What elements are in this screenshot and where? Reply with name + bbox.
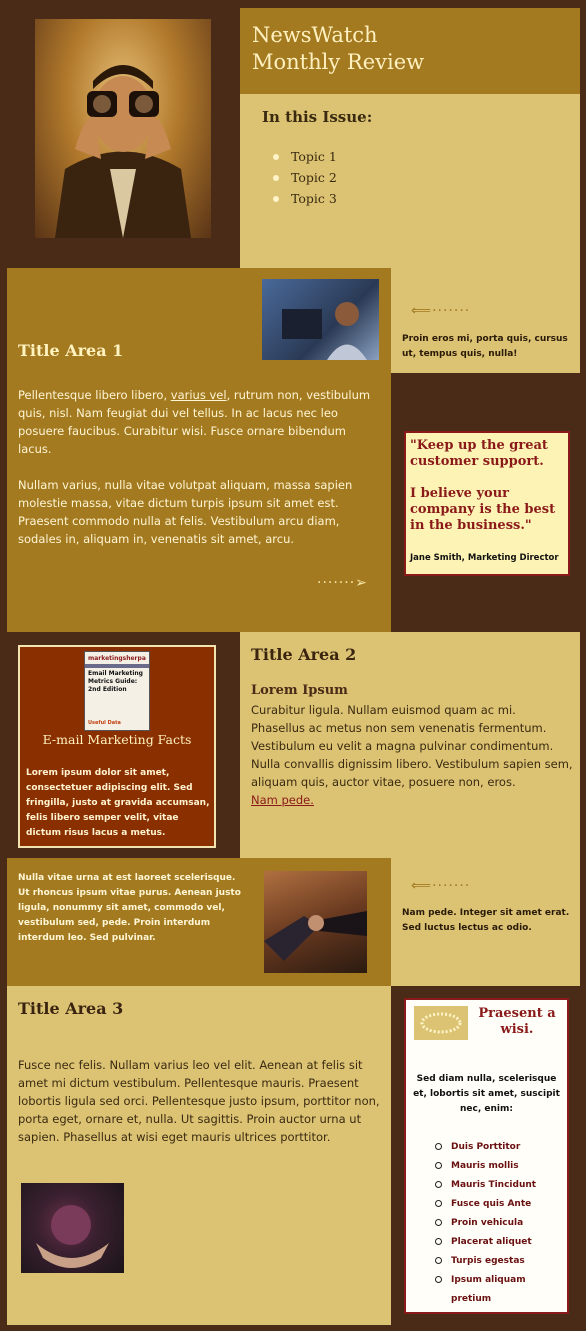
- testimonial-quote-1: "Keep up the great customer support.: [410, 438, 548, 469]
- back-arrow-icon-2[interactable]: ⟸·······: [411, 878, 471, 894]
- area-2-text: Curabitur ligula. Nullam euismod quam ac mi. Phasellus ac metus non sem venenatis fermentum. Vestibulum eu velit a magna pulvinar condimentum. Nulla convallis dignissim libero. Vestibulum sapien sem, aliquam quis, auctor vitae, posuere non, eros.: [251, 703, 573, 789]
- feature-band-text: Nulla vitae urna at est laoreet scelerisque. Ut rhoncus ipsum vitae purus. Aenean justo ligula, nonummy sit amet, commodo vel, vestibulum sed, pede. Proin interdum interdum leo. Sed pulvinar.: [18, 873, 241, 943]
- promo-item-7[interactable]: Turpis egestas: [435, 1252, 567, 1271]
- person-at-computer-image: [262, 279, 379, 360]
- topic-item-3[interactable]: Topic 3: [273, 188, 337, 209]
- back-arrow-icon[interactable]: ⟸·······: [411, 303, 471, 319]
- area-2-subtitle: Lorem Ipsum: [251, 683, 348, 698]
- sidebar-note-1-text: Proin eros mi, porta quis, cursus ut, tempus quis, nulla!: [402, 334, 568, 359]
- area-2-title: Title Area 2: [251, 645, 357, 664]
- area-1-paragraph-1: [18, 386, 382, 458]
- header-photo: [35, 19, 211, 238]
- sidebar-note-1: [391, 268, 580, 373]
- promo-item-1[interactable]: Duis Porttitor: [435, 1138, 567, 1157]
- facts-title: E-mail Marketing Facts: [42, 732, 192, 747]
- newsletter-title-line1: NewsWatch: [252, 23, 378, 47]
- title-area-3-section: [7, 986, 391, 1325]
- promo-title: Praesent a wisi.: [478, 1006, 556, 1037]
- sidebar-note-2: [391, 858, 580, 986]
- title-area-1-section: [7, 268, 391, 632]
- sidebar-note-2-text: Nam pede. Integer sit amet erat. Sed luctus lectus ac odio.: [402, 908, 570, 933]
- newsletter-title-line2: Monthly Review: [252, 50, 425, 74]
- book-title: Email Marketing Metrics Guide: 2nd Edition: [88, 670, 143, 693]
- varius-vel-link[interactable]: varius vel: [170, 388, 227, 402]
- book-brand: marketingsherpa: [88, 655, 146, 662]
- promo-item-3[interactable]: Mauris Tincidunt: [435, 1176, 567, 1195]
- testimonial-quote-2: I believe your company is the best in the business.": [410, 486, 556, 533]
- man-with-binoculars-image: [35, 19, 211, 238]
- topic-item-1[interactable]: Topic 1: [273, 146, 337, 167]
- area-1-paragraph-2: Nullam varius, nulla vitae volutpat aliquam, massa sapien molestie massa, vitae dictum turpis ipsum sit amet est. Praesent commodo nulla at felis. Vestibulum arcu diam, sodales in, aliquam in, venenatis sit amet, arcu.: [18, 478, 353, 546]
- nam-pede-link[interactable]: Nam pede.: [251, 793, 314, 807]
- promo-list: [435, 1138, 567, 1309]
- area-3-text: Fusce nec felis. Nullam varius leo vel elit. Aenean at felis sit amet mi dictum vestibulum. Pellentesque mauris. Praesent lobortis ligula sed orci. Pellentesque justo ipsum, porttitor non, porta eget, ornare et, nulla. Ut sagittis. Proin auctor urna ut sapien. Phasellus at wisi eget mauris ultrices porttitor.: [18, 1058, 380, 1144]
- globe-in-hands-image: [21, 1183, 124, 1273]
- header-title-panel: [240, 8, 580, 94]
- promo-box: [404, 998, 569, 1314]
- next-arrow-icon[interactable]: ·······➢: [317, 575, 368, 591]
- promo-item-5[interactable]: Proin vehicula: [435, 1214, 567, 1233]
- area-1-text-end: , rutrum non, vestibulum quis, nisl. Nam feugiat dui vel tellus. In ac lacus nec leo posuere faucibus. Curabitur wisi. Fusce ornare bibendum lacus.: [18, 388, 371, 456]
- marketing-facts-box: [18, 645, 216, 848]
- book-footer: Useful Data: [88, 720, 121, 726]
- promo-item-2[interactable]: Mauris mollis: [435, 1157, 567, 1176]
- feature-band: [7, 858, 391, 986]
- topic-item-2[interactable]: Topic 2: [273, 167, 337, 188]
- testimonial-author: Jane Smith, Marketing Director: [410, 553, 559, 563]
- ring-icon: [414, 1006, 468, 1040]
- topic-list: [273, 146, 337, 209]
- promo-text: Sed diam nulla, scelerisque et, lobortis sit amet, suscipit nec, enim:: [413, 1074, 560, 1114]
- testimonial-box: [404, 431, 570, 576]
- handshake-image: [264, 871, 367, 973]
- title-area-2-section: [240, 632, 580, 858]
- issue-heading: In this Issue:: [262, 108, 373, 126]
- promo-item-6[interactable]: Placerat aliquet: [435, 1233, 567, 1252]
- promo-item-4[interactable]: Fusce quis Ante: [435, 1195, 567, 1214]
- area-3-title: Title Area 3: [18, 999, 124, 1018]
- facts-text: Lorem ipsum dolor sit amet, consectetuer adipiscing elit. Sed fringilla, justo at gravida accumsan, felis libero semper velit, vitae dictum risus lacus a metus.: [26, 768, 210, 838]
- area-1-title: Title Area 1: [18, 341, 124, 360]
- book-cover-image: [84, 651, 150, 731]
- promo-item-8[interactable]: Ipsum aliquam pretium: [435, 1271, 567, 1309]
- area-1-text-start: Pellentesque libero libero,: [18, 388, 171, 402]
- issue-contents-panel: [240, 94, 580, 268]
